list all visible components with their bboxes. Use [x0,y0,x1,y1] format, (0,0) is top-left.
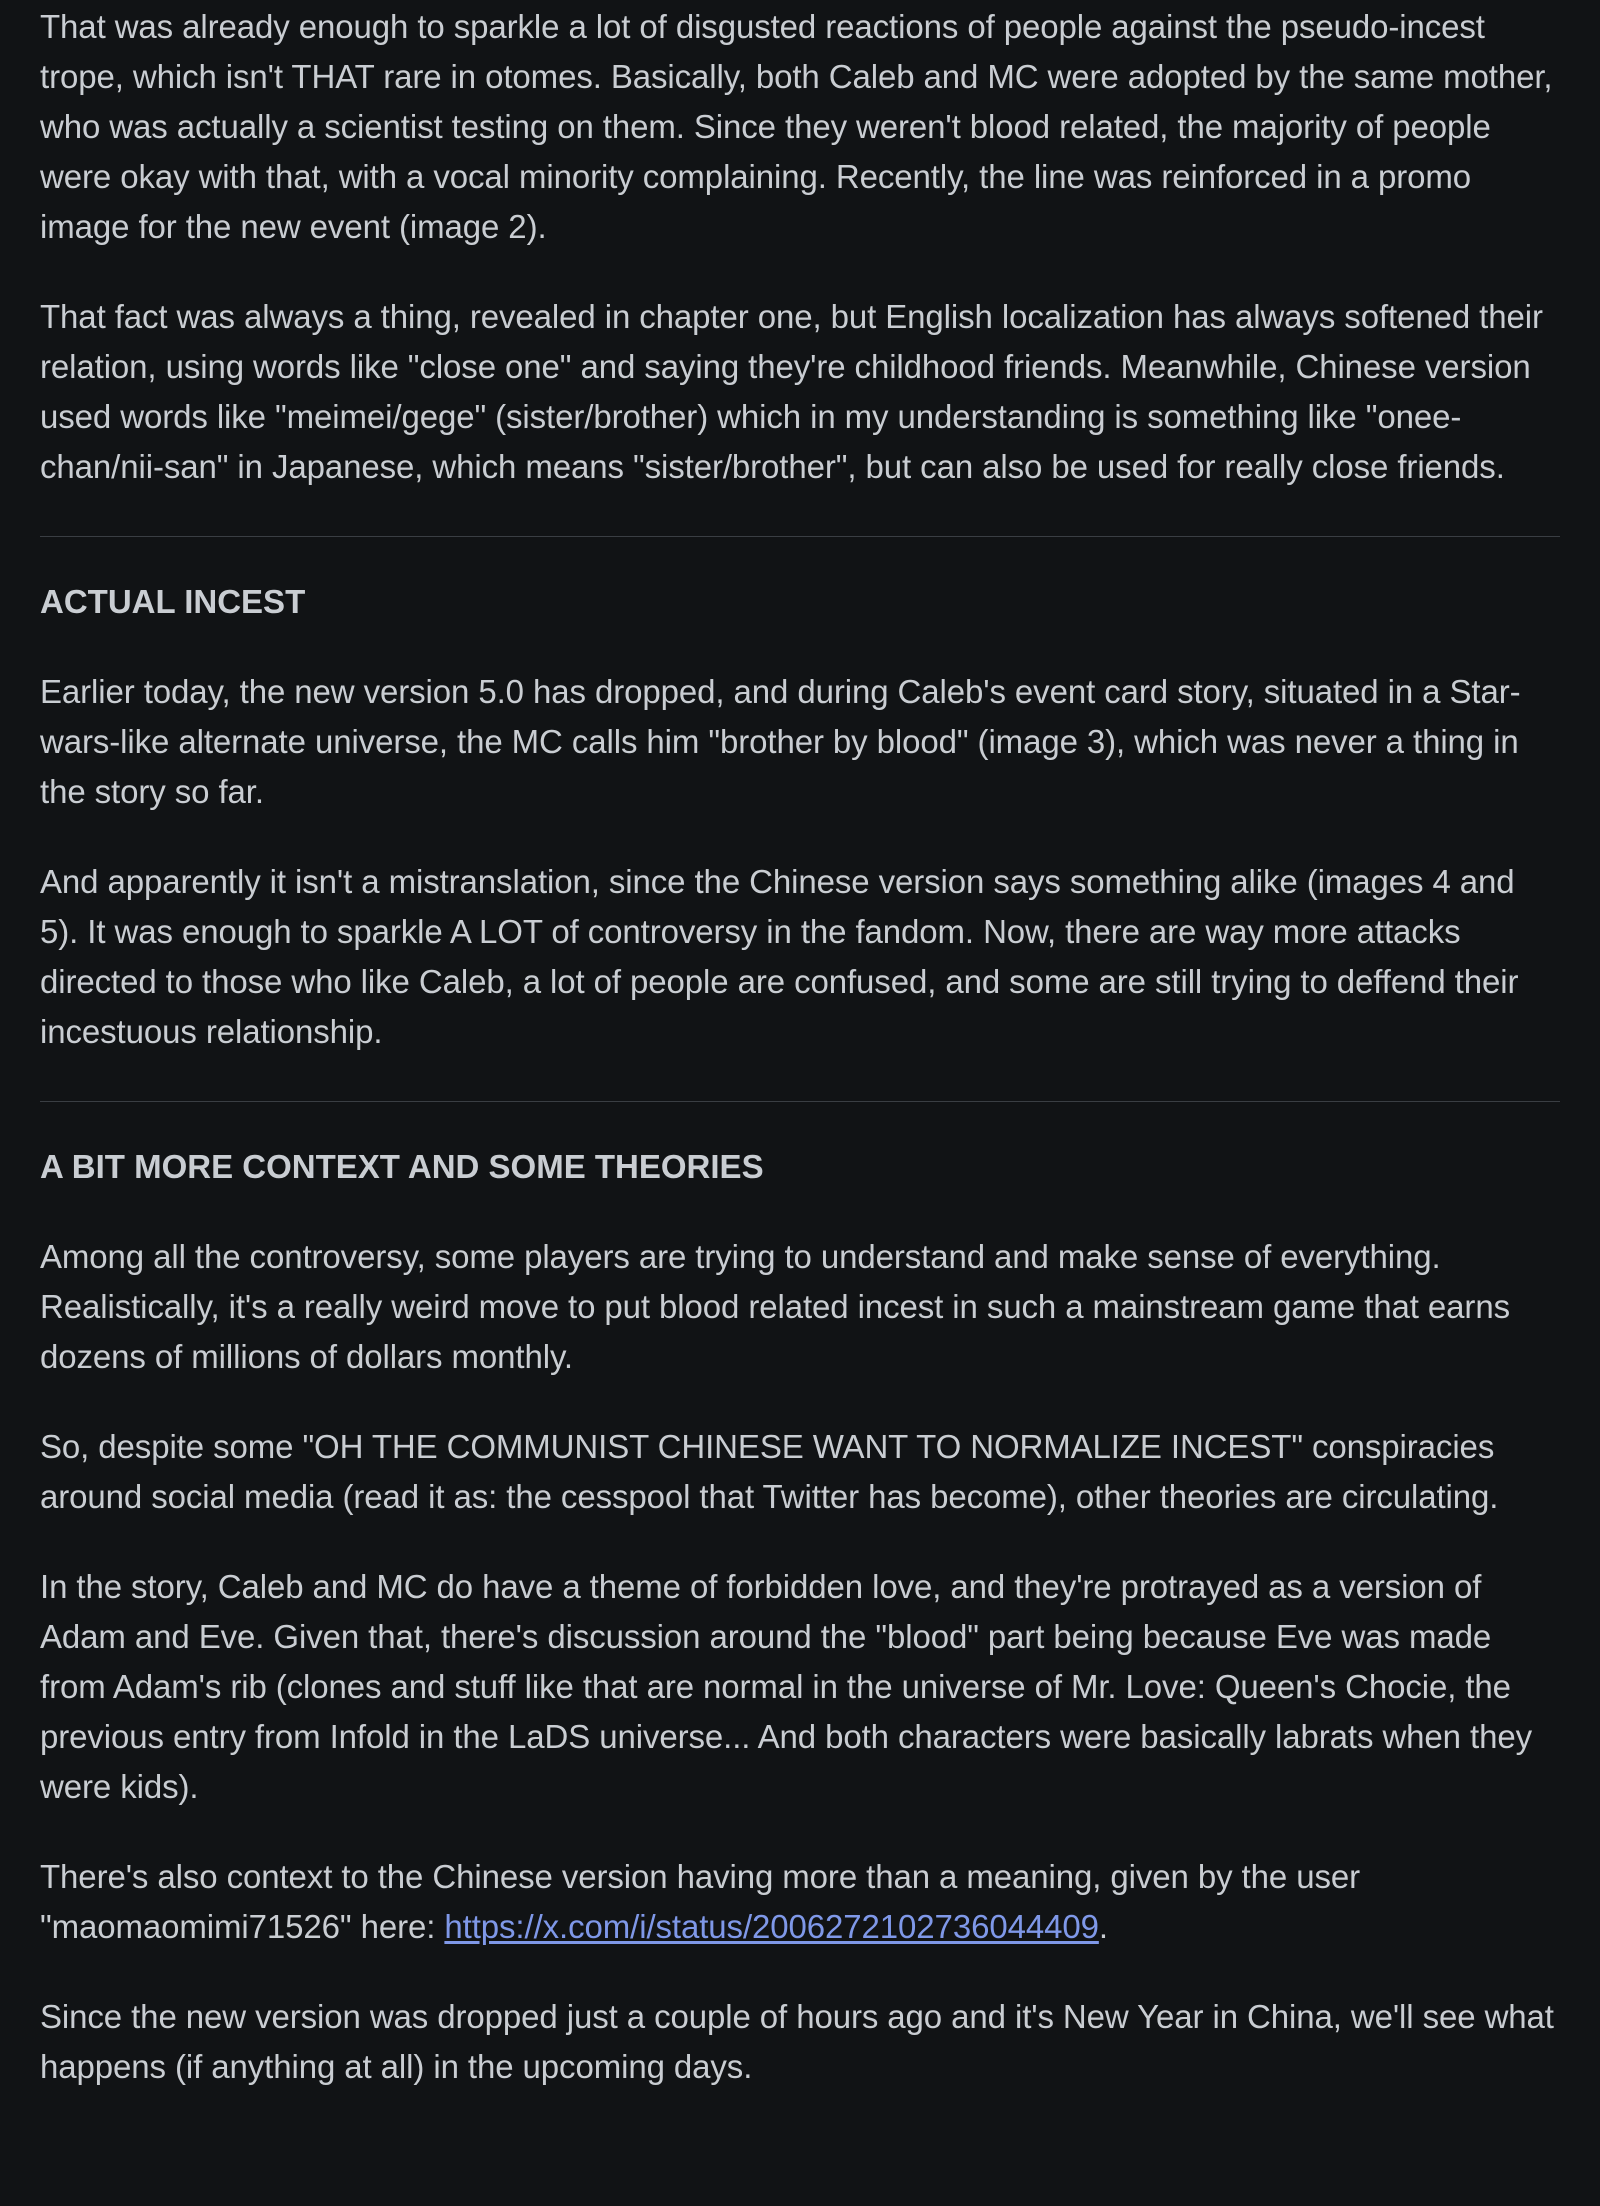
status-link[interactable]: https://x.com/i/status/2006272102736044409 [444,1908,1099,1945]
section1-paragraph-1: Earlier today, the new version 5.0 has dropped, and during Caleb's event card story, situated in a Star-wars-like alternate universe, the MC calls him "brother by blood" (image 3), which was never a thing in the story so far. [40,673,1521,810]
post-body [0,2,1600,2092]
intro-paragraph-1: That was already enough to sparkle a lot of disgusted reactions of people against the pseudo-incest trope, which isn't THAT rare in otomes. Basically, both Caleb and MC were adopted by the same mother, who was actually a scientist testing on them. Since they weren't blood related, the majority of people were okay with that, with a vocal minority complaining. Recently, the line was reinforced in a promo image for the new event (image 2). [40,8,1553,245]
section2-paragraph-3: In the story, Caleb and MC do have a theme of forbidden love, and they're protrayed as a version of Adam and Eve. Given that, there's discussion around the "blood" part being because Eve was made from Adam's rib (clones and stuff like that are normal in the universe of Mr. Love: Queen's Chocie, the previous entry from Infold in the LaDS universe... And both characters were basically labrats when they were kids). [40,1568,1532,1805]
link-paragraph [40,1852,1560,1952]
section2-paragraph-1: Among all the controversy, some players are trying to understand and make sense of everything. Realistically, it's a really weird move to put blood related incest in such a mainstream game that earns dozens of millions of dollars monthly. [40,1238,1510,1375]
closing-paragraph: Since the new version was dropped just a couple of hours ago and it's New Year in China, we'll see what happens (if anything at all) in the upcoming days. [40,1998,1554,2085]
section2-paragraph-2: So, despite some "OH THE COMMUNIST CHINESE WANT TO NORMALIZE INCEST" conspiracies around social media (read it as: the cesspool that Twitter has become), other theories are circulating. [40,1428,1499,1515]
section-heading-actual-incest: ACTUAL INCEST [40,583,306,620]
section-divider-1 [40,536,1560,537]
section-divider-2 [40,1101,1560,1102]
link-paragraph-prefix: There's also context to the Chinese version having more than a meaning, given by the user "maomaomimi71526" here: [40,1858,1360,1945]
section-heading-context-theories: A BIT MORE CONTEXT AND SOME THEORIES [40,1148,764,1185]
link-paragraph-suffix: . [1098,1908,1108,1945]
intro-paragraph-2: That fact was always a thing, revealed in chapter one, but English localization has always softened their relation, using words like "close one" and saying they're childhood friends. Meanwhile, Chinese version used words like "meimei/gege" (sister/brother) which in my understanding is something like "onee-chan/nii-san" in Japanese, which means "sister/brother", but can also be used for really close friends. [40,298,1543,485]
section1-paragraph-2: And apparently it isn't a mistranslation, since the Chinese version says something alike (images 4 and 5). It was enough to sparkle A LOT of controversy in the fandom. Now, there are way more attacks directed to those who like Caleb, a lot of people are confused, and some are still trying to deffend their incestuous relationship. [40,863,1519,1050]
